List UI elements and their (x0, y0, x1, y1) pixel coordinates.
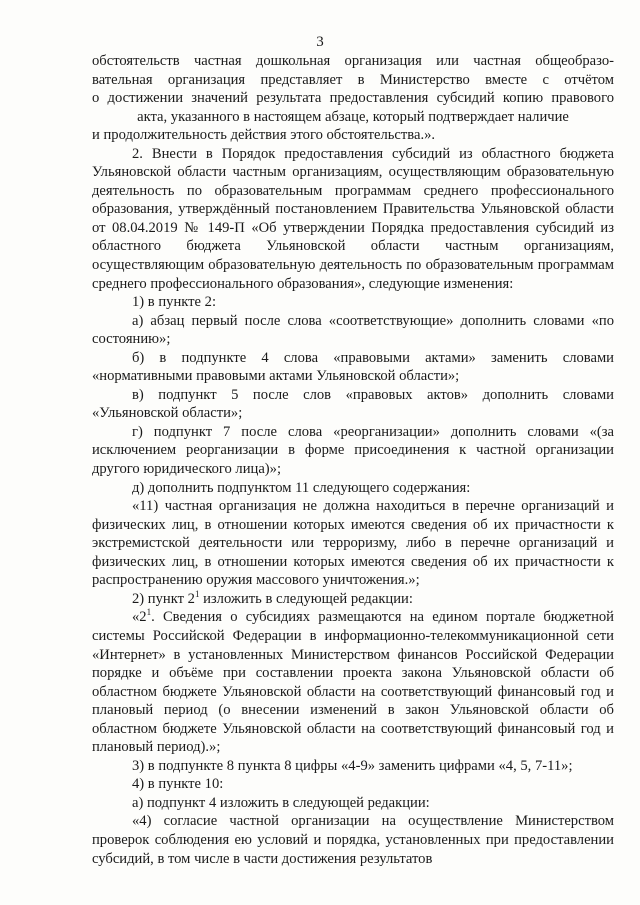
document-body (92, 52, 614, 868)
paragraph-quote-11: «11) частная организация не должна находиться в перечне организаций и физических лиц, в отношении которых имеются сведения об их причастности к экстремистской деятельности или терроризму, либо в перечне организаций и физических лиц, в отношении которых имеются сведения об их причастности к распространению оружия массового уничтожения.»; (92, 498, 614, 589)
page-number: 3 (316, 34, 324, 50)
paragraph-subitem-v: в) подпункт 5 после слов «правовых актов» дополнить словами «Ульяновской области»; (92, 386, 614, 422)
superscript: 1 (194, 588, 200, 599)
text-fragment: изложить в следующей редакции: (199, 590, 413, 607)
paragraph-continuation-line-4: акта, указанного в настоящем абзаце, который подтверждает наличие (137, 108, 569, 125)
paragraph-subitem-4: 4) в пункте 10: (132, 776, 224, 793)
paragraph-subitem-g: г) подпункт 7 после слова «реорганизации» дополнить словами «(за исключением реорганизации в форме присоединения к частной организации другого юридического лица)»; (92, 423, 614, 478)
text-fragment: «2 (132, 609, 147, 626)
paragraph-subitem-1: 1) в пункте 2: (132, 294, 217, 311)
paragraph-subitem-2 (92, 590, 614, 609)
paragraph-subitem-d: д) дополнить подпунктом 11 следующего содержания: (132, 479, 471, 496)
paragraph-continuation-line-5: и продолжительность действия этого обстоятельства.». (92, 127, 436, 144)
text-fragment: 2) пункт 2 (132, 590, 195, 607)
paragraph-subitem-3: 3) в подпункте 8 пункта 8 цифры «4-9» заменить цифрами «4, 5, 7-11»; (132, 757, 573, 774)
text-fragment: . Сведения о субсидиях размещаются на едином портале бюджетной системы Российской Федерации в информационно-телекоммуникационной сети «Интернет» в установленных Министерством финансов Российской Федерации порядке и объёме при составлении проекта закона Ульяновской области об областном бюджете Ульяновской области на соответствующий финансовый год и плановый период (о внесении изменений в закон Ульяновской области об областном бюджете Ульяновской области на соответствующий финансовый год и плановый период).»; (92, 609, 614, 756)
paragraph-subitem-a: а) абзац первый после слова «соответствующие» дополнить словами «по состоянию»; (92, 312, 614, 348)
paragraph-subitem-4a: а) подпункт 4 изложить в следующей редакции: (132, 794, 430, 811)
paragraph-continuation-line-3: о достижении значений результата предоставления субсидий копию правового (92, 90, 614, 107)
paragraph-subitem-b: б) в подпункте 4 слова «правовыми актами» заменить словами «нормативными правовыми актами Ульяновской области»; (92, 349, 614, 385)
paragraph-quote-2-1 (92, 608, 614, 756)
paragraph-continuation-line-2: вательная организация представляет в Министерство вместе с отчётом (92, 71, 614, 88)
paragraph-continuation-line-1: обстоятельств частная дошкольная организация или частная общеобразо- (92, 53, 614, 69)
paragraph-quote-4: «4) согласие частной организации на осуществление Министерством проверок соблюдения ею условий и порядка, установленных при предоставлении субсидий, в том числе в части достижения результатов (92, 813, 614, 867)
superscript: 1 (146, 607, 152, 618)
paragraph-item-2: 2. Внести в Порядок предоставления субсидий из областного бюджета Ульяновской области частным организациям, осуществляющим образовательную деятельность по образовательным программам среднего профессионального образования, утверждённый постановлением Правительства Ульяновской области от 08.04.2019 № 149-П «Об утверждении Порядка предоставления субсидий из областного бюджета Ульяновской области частным организациям, осуществляющим образовательную деятельность по образовательным программам среднего профессионального образования», следующие изменения: (92, 145, 614, 292)
